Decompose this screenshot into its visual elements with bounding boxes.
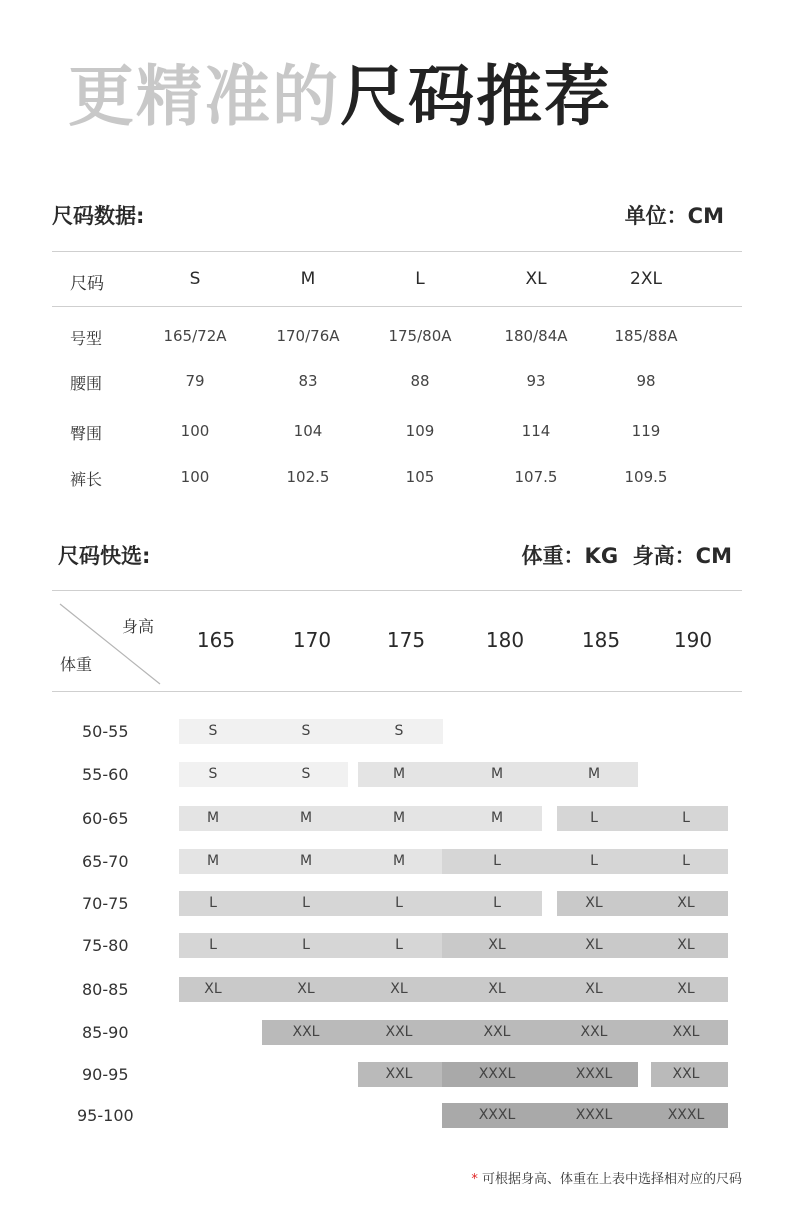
weight-label: 50-55 (82, 722, 129, 741)
size-header: S (189, 269, 201, 289)
size-cell: L (209, 895, 217, 911)
height-header: 180 (485, 628, 525, 652)
size-table-cell: 79 (185, 372, 205, 390)
size-cell: XL (204, 981, 222, 997)
height-header: 175 (386, 628, 426, 652)
size-table-cell: 109.5 (624, 468, 668, 486)
size-cell: XXL (672, 1066, 700, 1082)
size-table-cell: 102.5 (286, 468, 330, 486)
quick-select-heading: 尺码快选: (58, 544, 151, 568)
size-row-label: 号型 (70, 329, 103, 348)
size-header: XL (525, 269, 547, 289)
size-cell: L (395, 895, 403, 911)
size-cell: XL (488, 937, 506, 953)
size-table-cell: 114 (521, 422, 551, 440)
footnote-text: 可根据身高、体重在上表中选择相对应的尺码 (481, 1172, 742, 1187)
size-cell: M (392, 766, 406, 782)
size-table-cell: 83 (298, 372, 318, 390)
size-table-cell: 185/88A (614, 327, 678, 345)
asterisk: * (471, 1172, 478, 1187)
size-table-cell: 100 (180, 422, 210, 440)
divider (52, 251, 742, 252)
size-cell: M (299, 810, 313, 826)
size-cell: XXXL (478, 1107, 516, 1123)
size-cell: XXL (672, 1024, 700, 1040)
size-cell: XXXL (575, 1066, 613, 1082)
size-header: 2XL (630, 269, 662, 289)
size-table-cell: 93 (526, 372, 546, 390)
weight-label: 85-90 (82, 1023, 129, 1042)
size-cell: XL (488, 981, 506, 997)
size-cell: XXXL (478, 1066, 516, 1082)
weight-label: 70-75 (82, 894, 129, 913)
size-cell: XL (585, 981, 603, 997)
size-band (179, 977, 728, 1002)
title-dark: 尺码推荐 (340, 58, 612, 135)
size-cell: L (682, 853, 690, 869)
size-data-unit: 单位：CM (624, 204, 724, 228)
quick-select-unit: 体重：KG 身高：CM (521, 544, 732, 568)
size-cell: S (394, 723, 404, 739)
size-cell: XL (585, 895, 603, 911)
size-table-cell: 104 (293, 422, 323, 440)
size-cell: M (206, 853, 220, 869)
size-table-cell: 109 (405, 422, 435, 440)
size-cell: L (302, 895, 310, 911)
size-cell: L (493, 895, 501, 911)
size-cell: XXL (292, 1024, 320, 1040)
size-cell: S (301, 766, 311, 782)
size-cell: S (208, 723, 218, 739)
corner-height-label: 身高 (122, 617, 155, 636)
size-table-cell: 119 (631, 422, 661, 440)
size-cell: L (590, 810, 598, 826)
size-cell: L (302, 937, 310, 953)
size-cell: XXL (580, 1024, 608, 1040)
title-light: 更精准的 (68, 58, 340, 135)
size-cell: L (682, 810, 690, 826)
weight-label: 95-100 (77, 1106, 134, 1125)
footnote (471, 1168, 742, 1187)
height-header: 165 (196, 628, 236, 652)
size-cell: S (208, 766, 218, 782)
size-row-label: 裤长 (70, 470, 103, 489)
size-table-cell: 175/80A (388, 327, 452, 345)
size-cell: XXXL (575, 1107, 613, 1123)
weight-label: 55-60 (82, 765, 129, 784)
weight-label: 80-85 (82, 980, 129, 999)
size-table-corner: 尺码 (70, 274, 104, 294)
size-data-heading: 尺码数据: (52, 204, 145, 228)
size-header: M (300, 269, 316, 289)
height-header: 190 (673, 628, 713, 652)
divider (52, 306, 742, 307)
size-cell: L (493, 853, 501, 869)
size-cell: L (395, 937, 403, 953)
size-cell: XL (585, 937, 603, 953)
size-table-cell: 107.5 (514, 468, 558, 486)
size-table-cell: 105 (405, 468, 435, 486)
weight-label: 60-65 (82, 809, 129, 828)
size-cell: XL (677, 937, 695, 953)
size-table-cell: 165/72A (163, 327, 227, 345)
size-cell: M (392, 853, 406, 869)
size-cell: L (209, 937, 217, 953)
size-table-cell: 170/76A (276, 327, 340, 345)
divider (52, 691, 742, 692)
size-row-label: 臀围 (70, 424, 103, 443)
size-cell: M (490, 766, 504, 782)
divider (52, 590, 742, 591)
size-table-cell: 180/84A (504, 327, 568, 345)
size-cell: XXL (483, 1024, 511, 1040)
size-cell: M (490, 810, 504, 826)
corner-weight-label: 体重 (60, 655, 93, 674)
size-cell: XXL (385, 1024, 413, 1040)
size-table-cell: 88 (410, 372, 430, 390)
size-table-cell: 100 (180, 468, 210, 486)
size-row-label: 腰围 (70, 374, 103, 393)
size-table-cell: 98 (636, 372, 656, 390)
size-cell: M (299, 853, 313, 869)
weight-label: 90-95 (82, 1065, 129, 1084)
weight-label: 65-70 (82, 852, 129, 871)
height-header: 170 (292, 628, 332, 652)
size-header: L (415, 269, 425, 289)
size-cell: M (587, 766, 601, 782)
size-cell: XL (677, 981, 695, 997)
size-cell: XL (390, 981, 408, 997)
page-title (68, 52, 612, 142)
size-cell: XXL (385, 1066, 413, 1082)
size-cell: M (206, 810, 220, 826)
size-cell: M (392, 810, 406, 826)
size-cell: XL (677, 895, 695, 911)
size-cell: L (590, 853, 598, 869)
height-header: 185 (581, 628, 621, 652)
weight-label: 75-80 (82, 936, 129, 955)
size-cell: XXXL (667, 1107, 705, 1123)
size-cell: S (301, 723, 311, 739)
size-cell: XL (297, 981, 315, 997)
